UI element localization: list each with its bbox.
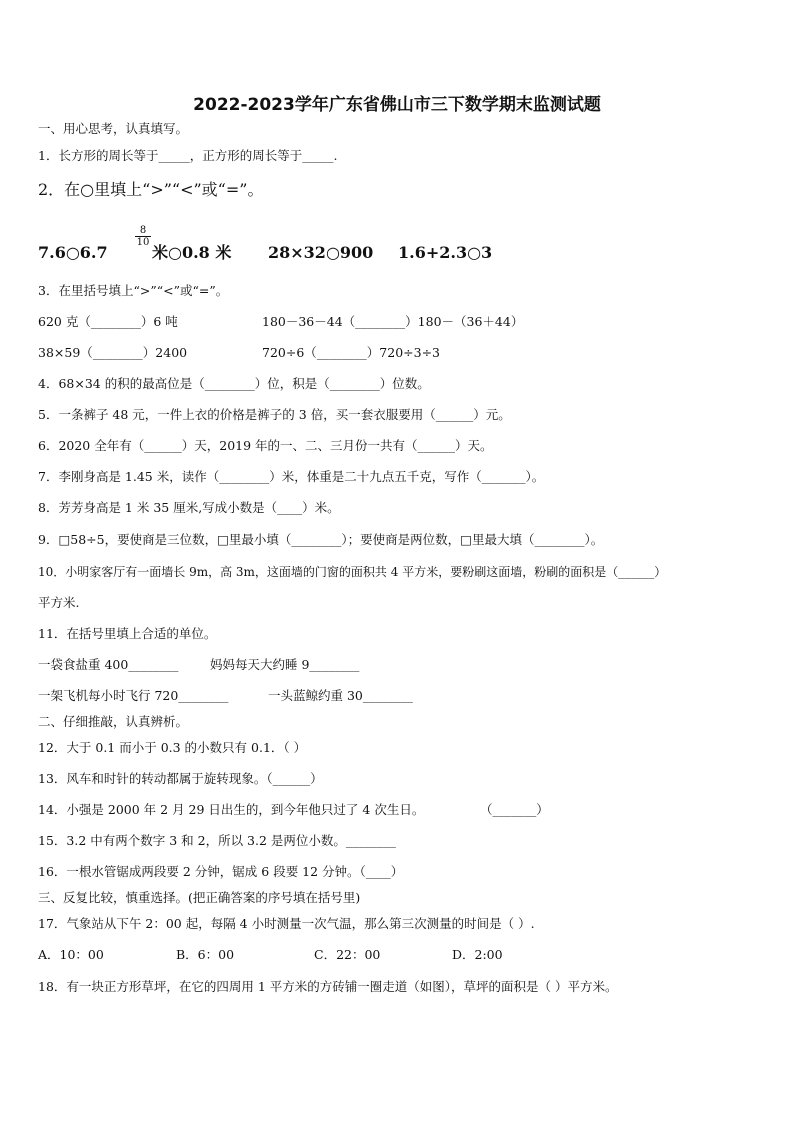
question-16: 16．一根水管锯成两段要 2 分钟，锯成 6 段要 12 分钟。（____） [38,864,404,879]
q17-option-d: D．2:00 [452,947,503,962]
question-9: 9．□58÷5，要使商是三位数，□里最小填（________）；要使商是两位数，□里最大填（________）。 [38,532,604,547]
q2-fraction [135,225,151,248]
fraction-denominator: 10 [136,237,150,248]
q11-row1-right: 妈妈每天大约睡 9________ [210,657,360,672]
question-10: 10．小明家客厅有一面墙长 9m，高 3m，这面墙的门窗的面积共 4 平方米，要粉刷这面墙，粉刷的面积是（______） [38,565,667,579]
question-8: 8．芳芳身高是 1 米 35 厘米,写成小数是（____）米。 [38,500,340,515]
fraction-numerator: 8 [139,225,147,236]
page-title: 2022-2023学年广东省佛山市三下数学期末监测试题 [193,95,601,115]
q3-row1-right: 180－36－44（________）180－（36＋44） [262,314,524,329]
question-1: 1．长方形的周长等于_____，正方形的周长等于_____. [38,148,338,163]
q2-item-b: 米○0.8 米 [152,243,232,262]
question-18: 18．有一块正方形草坪，在它的四周用 1 平方米的方砖铺一圈走道（如图），草坪的面积是（ ）平方米。 [38,979,618,994]
question-14: 14．小强是 2000 年 2 月 29 日出生的，到今年他只过了 4 次生日。 [38,802,425,817]
q17-option-c: C．22：00 [314,947,381,962]
question-11: 11．在括号里填上合适的单位。 [38,626,217,641]
q3-row2-left: 38×59（________）2400 [38,345,188,360]
question-13: 13．风车和时针的转动都属于旋转现象。（______） [38,771,323,786]
question-12: 12．大于 0.1 而小于 0.3 的小数只有 0.1．（ ） [38,740,307,755]
q2-item-d: 1.6+2.3○3 [398,243,493,262]
question-7: 7．李刚身高是 1.45 米，读作（________）米，体重是二十九点五千克，写作（_______）。 [38,469,545,484]
q17-option-a: A．10：00 [38,947,104,962]
q2-item-a: 7.6○6.7 [38,243,108,262]
question-15: 15．3.2 中有两个数字 3 和 2，所以 3.2 是两位小数。________ [38,833,396,848]
q11-row2-left: 一架飞机每小时飞行 720________ [38,688,229,703]
section-2-heading: 二、仔细推敲，认真辨析。 [38,714,189,729]
section-3-heading: 三、反复比较，慎重选择。(把正确答案的序号填在括号里) [38,890,361,905]
q2-item-c: 28×32○900 [268,243,374,262]
question-6: 6．2020 全年有（______）天，2019 年的一、二、三月份一共有（______）天。 [38,438,493,453]
question-10-continued: 平方米. [38,595,80,610]
section-1-heading: 一、用心思考，认真填写。 [38,121,189,136]
q11-row2-right: 一头蓝鲸约重 30________ [268,688,413,703]
question-3: 3．在里括号填上“>”“<”或“=”。 [38,283,229,298]
question-5: 5．一条裤子 48 元，一件上衣的价格是裤子的 3 倍，买一套衣服要用（______）元。 [38,407,511,422]
question-14-answer: （_______） [480,802,549,817]
q3-row2-right: 720÷6（________）720÷3÷3 [262,345,440,360]
question-4: 4．68×34 的积的最高位是（________）位，积是（________）位数。 [38,376,430,391]
q11-row1-left: 一袋食盐重 400________ [38,657,179,672]
question-2: 2．在○里填上“>”“<”或“=”。 [38,180,264,199]
q3-row1-left: 620 克（________）6 吨 [38,314,178,329]
q17-option-b: B．6：00 [176,947,235,962]
question-17: 17．气象站从下午 2：00 起，每隔 4 小时测量一次气温，那么第三次测量的时间是（ ）. [38,916,535,931]
